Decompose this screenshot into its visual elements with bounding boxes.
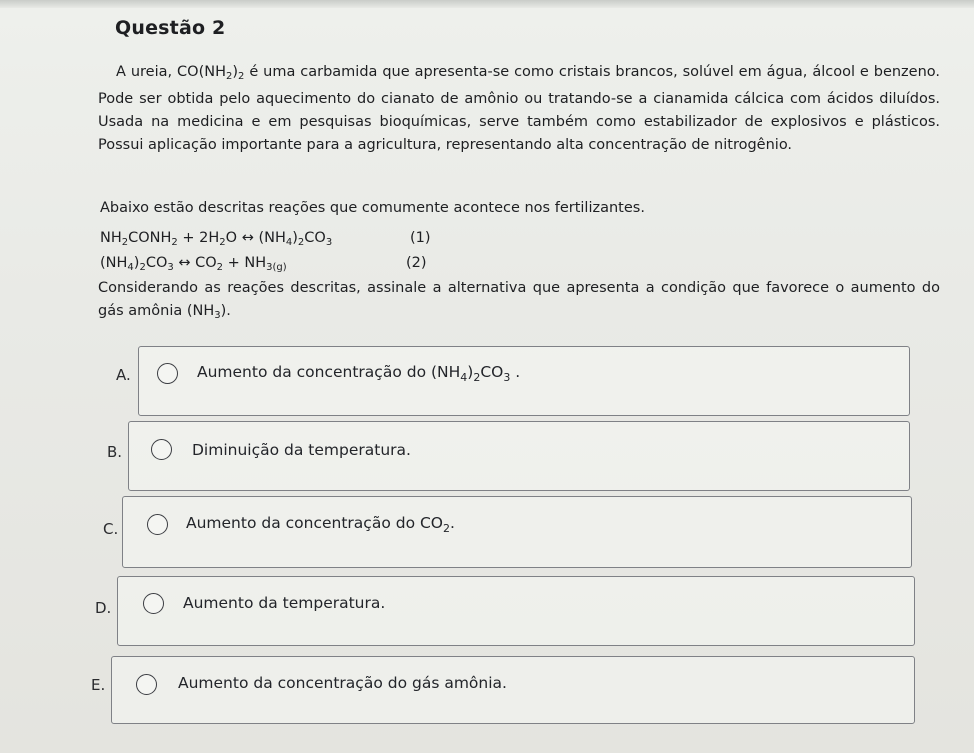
option-c-text: Aumento da concentração do $CO_2$. bbox=[186, 514, 455, 535]
reaction-1-number: (1) bbox=[410, 230, 431, 246]
page-top-edge bbox=[0, 0, 974, 8]
reaction-2 bbox=[100, 252, 460, 274]
option-d-letter: D. bbox=[95, 599, 112, 617]
option-b-text: Diminuição da temperatura. bbox=[192, 441, 411, 459]
option-b-radio[interactable] bbox=[151, 439, 172, 460]
option-d-radio[interactable] bbox=[143, 593, 164, 614]
reaction-2-number: (2) bbox=[406, 255, 427, 271]
option-a-radio[interactable] bbox=[157, 363, 178, 384]
option-e-radio[interactable] bbox=[136, 674, 157, 695]
option-e-letter: E. bbox=[91, 676, 106, 694]
reaction-1 bbox=[100, 227, 460, 249]
question-prompt: Considerando as reações descritas, assinale a alternativa que apresenta a condição que favorece o aumento do gás amônia $(NH_3)$. bbox=[98, 280, 940, 321]
option-e[interactable] bbox=[0, 650, 974, 702]
reactions-lead: Abaixo estão descritas reações que comumente acontece nos fertilizantes. bbox=[100, 200, 645, 216]
option-e-text: Aumento da concentração do gás amônia. bbox=[178, 674, 507, 692]
option-a-letter: A. bbox=[116, 366, 131, 384]
reaction-2-equation: $(NH_4)_2CO_3$ ↔ $CO_2 + NH_{3(g)}$ bbox=[100, 255, 287, 273]
reaction-1-equation: $NH_2CONH_2 + 2H_2O$ ↔ $(NH_4)_2CO_3$ bbox=[100, 230, 333, 248]
option-c[interactable] bbox=[0, 490, 974, 542]
option-b-letter: B. bbox=[107, 443, 123, 461]
option-d[interactable] bbox=[0, 570, 974, 622]
option-c-letter: C. bbox=[103, 520, 119, 538]
option-d-text: Aumento da temperatura. bbox=[183, 594, 386, 612]
option-a[interactable] bbox=[0, 340, 974, 392]
option-a-text: Aumento da concentração do $(NH_4)_2CO_3$ . bbox=[197, 363, 521, 384]
option-c-radio[interactable] bbox=[147, 514, 168, 535]
option-b[interactable] bbox=[0, 415, 974, 467]
question-title: Questão 2 bbox=[115, 17, 226, 39]
question-intro: A ureia, $CO(NH_2)_2$ é uma carbamida que apresenta-se como cristais brancos, solúvel em água, álcool e benzeno. Pode ser obtida pelo aquecimento do cianato de amônio ou tratando-se a cianamida cálcica com ácidos diluídos. Usada na medicina e em pesquisas bioquímicas, serve também como estabilizador de explosivos e plásticos. Possui aplicação importante para a agricultura, representando alta concentração de nitrogênio. bbox=[98, 64, 941, 153]
